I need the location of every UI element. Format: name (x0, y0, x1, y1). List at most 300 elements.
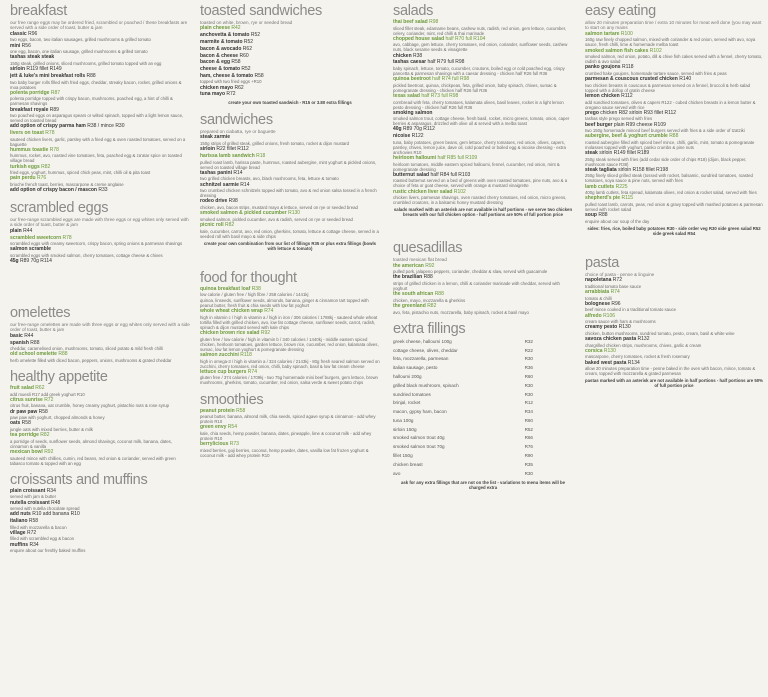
menu-item-description: citrus fruit, banana, oat crumble, honey creamy yoghurt, pistachio nuts & rose syrup (10, 403, 170, 409)
menu-item (393, 37, 573, 53)
menu-item-price: R122 (411, 133, 424, 140)
menu-item-description: chicken, button mushrooms, sundried tomato, pesto, cream, basil & white wine (585, 330, 735, 336)
menu-item (10, 108, 190, 124)
item-list (585, 32, 763, 224)
menu-item-price: R92 (425, 262, 435, 269)
menu-item-price: R89 70g R114 (20, 258, 52, 265)
menu-item-price: R34 (29, 541, 39, 548)
item-list (10, 229, 190, 265)
menu-item (10, 32, 190, 43)
menu-item-description: add muesli R17 add greek yoghurt R10 (10, 391, 85, 397)
menu-item-name: chopped house salad (393, 35, 445, 42)
menu-item-name: 40g (393, 126, 402, 133)
menu-item-price: R115 (621, 195, 634, 202)
menu-item-heading (200, 33, 380, 39)
menu-item-heading (200, 86, 380, 92)
menu-item-price: R38 (413, 52, 423, 59)
menu-item (10, 398, 190, 409)
menu-item-name: marmite & tomato (200, 38, 243, 45)
filling-name: smoked salmon trout 70g (393, 444, 445, 450)
menu-item-name: add option of crispy bacon / mascon (10, 187, 97, 194)
menu-item-name: lettuce cup burgers (200, 368, 247, 375)
menu-item-price: R130 (603, 347, 616, 354)
menu-item-name: green envy (200, 424, 227, 431)
menu-item (200, 86, 380, 92)
menu-item-price: R78 (49, 146, 59, 153)
menu-item (10, 410, 190, 421)
menu-item (10, 543, 190, 554)
menu-item-price: R134 (627, 359, 640, 366)
menu-item (10, 176, 190, 187)
menu-item (393, 304, 573, 315)
section-croissants (10, 473, 190, 554)
menu-item-price: R130 (288, 210, 301, 217)
table-row (393, 382, 573, 391)
menu-item-price: R118 (240, 352, 252, 359)
menu-item-heading (10, 259, 190, 265)
menu-item-name: berrylicious (200, 441, 229, 448)
menu-item (393, 111, 573, 127)
menu-item-description: two grilled chicken breasts, avo, black mushrooms, feta, lettuce & tomato (200, 176, 339, 182)
section-healthy (10, 370, 190, 466)
menu-item (10, 386, 190, 397)
menu-item-price: R58 (236, 407, 246, 414)
section-title: extra fillings (393, 320, 466, 337)
menu-item-price: R119 fillet R149 (26, 66, 62, 73)
menu-item (200, 442, 380, 458)
menu-item (200, 67, 380, 73)
menu-item (10, 512, 190, 518)
menu-item-name: sirloin (10, 66, 26, 73)
menu-item-name: citrus sunrise (10, 396, 43, 403)
menu-item-name: the brazilian (393, 274, 423, 281)
table-row (393, 461, 573, 470)
menu-item (10, 341, 190, 352)
menu-item-price: R14 (233, 169, 243, 176)
menu-item-price: plain R99 cheese R109 (613, 121, 666, 128)
menu-item-heading (393, 127, 573, 133)
section-subtitle: our free range eggs may be ordered fried, scrambled or poached / these breakfasts are served with a side order of toast, butter & jam (10, 20, 188, 31)
menu-item (200, 353, 380, 369)
menu-item-name: pain perdu (10, 175, 36, 182)
menu-item (200, 409, 380, 425)
menu-item-price: R42 (231, 25, 241, 32)
filling-name: tuna 100g (393, 417, 414, 423)
menu-item-price: R54 (227, 424, 237, 431)
menu-item-description: chicken, avo, bacon strips, mustard mayo & lettuce, served on rye or seeded bread (200, 204, 358, 210)
menu-item-name: tashas caesar (393, 59, 427, 66)
section-title: salads (393, 4, 434, 19)
menu-item-name: classic (10, 30, 27, 37)
filling-name: italian sausage, pesto (393, 365, 438, 371)
menu-item (200, 47, 380, 53)
menu-item-description: sauteed mince with chillies, cumin, red beans, red onion & coriander, served with green tabasco tomato & topped with an egg (10, 455, 176, 466)
filling-price: R30 (524, 356, 533, 362)
menu-item-name: village (10, 529, 26, 536)
menu-item-price: R96 (611, 300, 621, 307)
menu-item-description: sliced fillet steak, edamame beans, cashew nuts, radish, red onion, gem lettuce, cucumber, celery, coriander, mint, red chilli & thai marinade (393, 25, 567, 36)
menu-item-price: R89 70g R112 (403, 126, 435, 133)
menu-item-price: R78 (62, 234, 72, 241)
filling-price: R66 (524, 435, 533, 441)
menu-item (200, 60, 380, 66)
menu-item (393, 173, 573, 189)
menu-item-price: R88 (423, 274, 433, 281)
section-breakfast (10, 4, 190, 194)
menu-item-description: kale, cucumber, carrot, avo, red onion, gherkins, tomato, lettuce & cottage cheese, served in a seeded roll with basil mayo & side chips (200, 228, 379, 239)
menu-item (10, 165, 190, 176)
menu-item-description: herb omelette filled with diced bacon, peppers, onions, mushrooms & grated cheddar (10, 357, 172, 363)
filling-price: R60 (524, 373, 533, 379)
menu-item (585, 361, 763, 377)
menu-item-description: served with jam & butter (10, 494, 57, 500)
menu-item-name: rodeo drive (200, 198, 228, 205)
menu-item-price: R88 (598, 212, 608, 219)
menu-item (10, 531, 190, 542)
menu-item-name: livers on toast (10, 130, 44, 137)
menu-item-name: steak zarmie (200, 134, 231, 141)
menu-item (10, 74, 190, 90)
menu-item (200, 199, 380, 210)
menu-item-name: schnitzel sarmie (200, 181, 239, 188)
menu-item-description: 160g raw finely chopped salmon, mixed with coriander & red onion, served with avo, soya sauce, fresh chilli, lime & homemade melba toast (585, 37, 756, 48)
menu-item-description: low calorie / gluten free / high fibre / 258 calories / 1441kj (200, 292, 309, 298)
menu-item (10, 44, 190, 55)
section-foodthought (200, 271, 380, 386)
menu-item-name: spanish (10, 339, 29, 346)
filling-price: R22 (524, 347, 533, 353)
menu-item (200, 331, 380, 352)
menu-item-name: prego (585, 109, 599, 116)
section-note: ask for any extra fillings that are not on the list - variations to menu items will be charged extra (400, 480, 566, 491)
menu-item-price: R98 (228, 198, 238, 205)
section-note: create your own combination from our list of fillings R35 or plus extra fillings (bowls with lettuce & tomato) (203, 240, 377, 251)
menu-item-description: a porridge of seeds, sunflower seeds, almond shavings, coconut milk, banana, dates, cinnamon & vanilla (10, 438, 172, 449)
menu-item-heading (200, 47, 380, 53)
table-row (393, 470, 573, 479)
menu-item-heading (10, 124, 190, 130)
menu-item-price: half R84 full R103 (430, 171, 471, 178)
menu-item-name: arrabbiata (585, 288, 610, 295)
table-row (393, 434, 573, 443)
menu-item-description: one egg, bacon, one italian sausage, grilled mushrooms & grilled tomato (10, 49, 148, 55)
menu-item (585, 278, 763, 289)
table-row (393, 443, 573, 452)
menu-item (200, 54, 380, 60)
menu-item-price: R34 (46, 487, 56, 494)
menu-item-name: panko goujons (585, 64, 621, 71)
menu-item-name: parmesan & couscous crusted chicken (585, 76, 678, 83)
menu-item (200, 33, 380, 39)
menu-item-description: smoked salmon, red onion, potato, dill & chive fish cakes served with a fennel, cherry tomato, radish & avo salad (585, 54, 763, 65)
menu-item (10, 489, 190, 500)
menu-item (10, 334, 190, 340)
menu-item-name: chicken mayo (200, 84, 234, 91)
menu-item-price: R10 add banana R10 (32, 511, 80, 518)
item-list (200, 409, 380, 458)
menu-item-description: topped with two fried eggs +R10 (200, 79, 262, 85)
menu-item-heading (10, 188, 190, 194)
menu-item-name: breakfast royale (10, 106, 49, 113)
menu-item-description: smoked salmon, pickled cucumber, avo & radish, served on rye or seeded bread (200, 216, 353, 222)
menu-item-name: oats (10, 420, 21, 427)
menu-item-price: chicken R82 sirloin R93 fillet R112 (600, 109, 677, 116)
column-2 (200, 4, 380, 694)
menu-item-name: butternut salad (393, 171, 430, 178)
menu-item-description: baby spinach, lettuce, tomato, cucumber, croutons, boiled egg or cold poached egg, crispy pancetta & parmesan shavings with a caesar dressing - chicken half R26 full R36 (393, 65, 565, 76)
menu-item-name: chicken brown rice salad (200, 330, 260, 337)
menu-item-price: half R70 full R104 (445, 35, 486, 42)
section-title: scrambled eggs (10, 199, 109, 216)
menu-item-description: 150g strips of grilled steak, grilled onions, fresh tomato, rocket & dijon mustard (200, 141, 350, 147)
section-omelettes (10, 306, 190, 363)
menu-item (585, 111, 763, 122)
menu-item-name: lemon chicken (585, 92, 620, 99)
menu-item (10, 421, 190, 432)
menu-item (10, 501, 190, 512)
menu-item (200, 26, 380, 32)
menu-item-heading (10, 334, 190, 340)
menu-item-price: R112 (621, 92, 633, 99)
menu-item-price: R62 (234, 84, 244, 91)
menu-item-name: soup (585, 212, 597, 219)
menu-item-price: R48 (51, 499, 61, 506)
menu-item-price: R82 (427, 302, 437, 309)
menu-item-price: R106 (603, 312, 616, 319)
menu-item (393, 275, 573, 291)
table-row (393, 373, 573, 382)
menu-item-name: creamy pesto (585, 324, 618, 331)
menu-item-description: add sundried tomatoes, olives & capers R122 - cubed chicken breasts in a lemon butter & oregano sauce served with rice (585, 99, 756, 110)
menu-item-price: R44 (23, 227, 33, 234)
menu-item (10, 124, 190, 130)
menu-item-name: harissa lamb sandwich (200, 153, 255, 159)
menu-item (393, 127, 573, 133)
menu-item-name: nicoise (393, 133, 411, 140)
section-title: omelettes (10, 304, 71, 321)
menu-item-name: smoking salmon (393, 109, 433, 116)
section-title: breakfast (10, 4, 67, 19)
menu-item-heading (200, 92, 380, 98)
menu-item-description: two baby burger rolls filled with fried eggs, cheddar, streaky bacon, rocket, grilled onions & moa potatoes (10, 79, 182, 90)
filling-name: sundried tomatoes (393, 391, 431, 397)
menu-item-price: R72 (26, 529, 37, 536)
extras-table (393, 338, 573, 479)
menu-item (10, 131, 190, 147)
menu-item-description: kale, chia seeds, hemp powder, banana, dates, pineapple, lime & coconut milk - add whey protein R10 (200, 430, 372, 441)
menu-item-description: allow 20 minutes preparation time - penne baked in the oven with bacon, mince, tomato & cream, topped with mozzarella & grated parmesan (585, 366, 756, 377)
filling-name: feta, mozzarella, parmesan (393, 356, 449, 362)
menu-item-price: R102 (649, 47, 662, 54)
menu-item (200, 287, 380, 298)
table-row (393, 399, 573, 408)
menu-item-description: pulled pork, jalapeno peppers, coriander, cheddar & slaw, served with guacamole (393, 269, 548, 275)
menu-item-price: R58 (28, 518, 39, 525)
menu-item-description: 250g steak served with fries (add cedar side order of chips R18) (dijon, black pepper, mushroom sauce R38) (585, 156, 747, 167)
menu-item (585, 168, 763, 184)
menu-item-description: gluten free / 374 calories / 1709kj - two 75g homemade mini beef burgers, gem lettuce, brown mushrooms, gherkins, tomato, cucumber, red onion, salsa verde & sweet potato chips (200, 375, 378, 386)
menu-item (10, 91, 190, 107)
menu-item-name: the south african (393, 291, 434, 298)
menu-item-description: roasted butternut served on a bed of greens with oven roasted tomatoes, pine nuts, avo & a choice of feta or goat cheese, served with orange & mustard vinaigrette (393, 178, 568, 189)
menu-item (10, 188, 190, 194)
menu-item-price: R58 (254, 72, 264, 79)
menu-item-name: baked west pasta (585, 359, 627, 366)
item-list (393, 20, 573, 205)
menu-item (585, 302, 763, 313)
filling-price: R76 (524, 444, 533, 450)
column-4 (585, 4, 763, 694)
menu-item-name: salmon tartare (585, 30, 620, 37)
menu-item-name: add option of crispy parma ham (10, 123, 86, 130)
menu-item (200, 154, 380, 170)
menu-item (393, 77, 573, 93)
menu-item-description: pulled roast lamb, harissa paste, hummus, roasted aubergine, mint yoghurt & pickled onions, served on toasted village bread (200, 159, 377, 170)
menu-item-name: rustic chicken liver salad (393, 188, 453, 195)
filling-price: R32 (524, 338, 533, 344)
filling-name: grilled black mushroom, spinach (393, 382, 459, 388)
table-row (393, 338, 573, 347)
filling-price: R12 (524, 400, 533, 406)
menu-item-description: filled with mozzarella & bacon (10, 524, 67, 530)
menu-item-price: R96 (28, 30, 38, 37)
menu-item (393, 190, 573, 206)
menu-item-description: chicken livers, parmesan shavings, oven roasted cherry tomatoes, red onion, micro greens, crumbled croutons, in a balsamic honey mustard dressing (393, 195, 567, 206)
menu-item-price: R88 (669, 133, 679, 140)
section-note: salads marked with an asterisk are not available in half portions - we serve two chicken breasts with our full chicken option - half portions are 50% of full portion price (393, 207, 573, 218)
menu-item (393, 264, 573, 275)
menu-item-price: R44 (24, 332, 34, 339)
menu-item-name: shepherd's pie (585, 195, 621, 202)
menu-item-price: R100 (620, 30, 633, 37)
menu-item-heading (200, 67, 380, 73)
menu-item-name: basic (10, 332, 23, 339)
menu-item-description: served with nutella chocolate spread (10, 506, 80, 512)
menu-item-description: polenta porridge topped with crispy bacon, mushrooms, poached egg, a hint of chilli & parmesan shavings (10, 96, 173, 107)
table-row (393, 355, 573, 364)
menu-item-name: old school omelette (10, 351, 57, 358)
filling-price: R52 (524, 426, 533, 432)
menu-item-price: R62 (35, 385, 45, 392)
menu-item (10, 229, 190, 235)
menu-item-name: ham, cheese & tomato (200, 72, 254, 79)
section-title: quesadillas (393, 240, 463, 257)
menu-item-name: thai beef salad (393, 19, 428, 25)
item-list (393, 264, 573, 315)
menu-item-price: R92 (44, 448, 54, 455)
menu-item-price: R52 (243, 38, 254, 45)
menu-item (393, 134, 573, 155)
menu-item-name: tashas panini (200, 169, 232, 176)
menu-item-price: R89 (49, 106, 59, 113)
menu-item-name: scrambled sweetcorn (10, 234, 62, 241)
menu-item (200, 135, 380, 146)
menu-item-description: 150g steak, grilled onions, sliced mushrooms, grilled tomato topped with an egg (10, 60, 162, 66)
menu-item-name: the greenland (393, 302, 426, 309)
menu-item-price: R72 (226, 91, 236, 98)
item-list (10, 334, 190, 363)
menu-item-name: heirloom halloumi (393, 155, 437, 162)
menu-item-price: R78 (45, 130, 55, 137)
filling-name: avo (393, 470, 401, 476)
menu-item-name: aubergine, beef & yoghurt crumble (585, 133, 668, 140)
menu-item (200, 223, 380, 239)
menu-item-description: high in omega-3 / high in vitamin a / 324 calories / 2143kj - 80g fresh seared salmon served on zucchini, cherry tomatoes, red onion, chilli, baby spinach, basil & low fat cream cheese (200, 358, 380, 369)
menu-item-price: R140 (679, 76, 692, 83)
filling-name: fillet 150g (393, 453, 413, 459)
menu-item-description: chargrilled chicken strips, mushrooms, chives, garlic & cream (585, 342, 702, 348)
menu-item-price: R18 (256, 153, 266, 159)
menu-item-description: tashas style prego served with fries (585, 116, 653, 122)
menu-item-name: tuna mayo (200, 91, 226, 98)
menu-item-description: quinoa, linseeds, sunflower seeds, almonds, banana, ginger & cinnamon tart topped with peanut butter, fresh fruit & chia seeds with low fat yoghurt (200, 298, 369, 309)
menu-item-price: R82 (40, 432, 50, 439)
table-row (393, 408, 573, 417)
menu-item-name: plain cheese (200, 25, 231, 32)
menu-item (10, 236, 190, 247)
menu-item-description: cornbread with feta, cherry tomatoes, kalamata olives, basil leaves, rocket in a light lemon pesto dressing - chicken half R26 full R36 (393, 99, 564, 110)
menu-item-description: mascarpone, cherry tomatoes, rocket & fresh rosemary (585, 354, 690, 360)
menu-item-description: 250g finely sliced grilled steak (tossed with rocket, balsamic, sundried tomatoes, roasted tomatoes, soya sauce & pine nuts, served with fries (585, 173, 753, 184)
menu-item-price: R82 (225, 221, 235, 228)
section-title: sandwiches (200, 112, 273, 129)
menu-item-name: plain croissant (10, 487, 46, 494)
menu-item-description: filled with scrambled egg & bacon (10, 536, 75, 542)
menu-item (585, 134, 763, 150)
menu-item-name: lamb cutlets (585, 183, 615, 190)
menu-item-price: R72 (44, 396, 54, 403)
filling-name: greek cheese, halloumi 100g (393, 338, 452, 344)
section-subtitle: prepared on ciabatta, rye or baguette (200, 129, 276, 135)
section-pasta (585, 256, 763, 388)
menu-item (200, 74, 380, 85)
menu-item-heading (200, 40, 380, 46)
menu-item (585, 337, 763, 348)
menu-item-name: texas salad (393, 92, 420, 99)
menu-item (10, 55, 190, 66)
menu-item-price: R52 (241, 66, 251, 73)
menu-item (10, 352, 190, 363)
section-title: smoothies (200, 391, 264, 408)
menu-item-name: salmon scramble (10, 246, 51, 253)
menu-item-name: bacon & avocado (200, 45, 242, 52)
menu-item-name: bolognese (585, 300, 611, 307)
menu-item-price: R58 (38, 408, 48, 415)
menu-item-name: bacon & egg (200, 59, 231, 66)
menu-item-name: fruit salad (10, 385, 34, 392)
section-toasted (200, 4, 380, 105)
menu-item-name: cheese & tomato (200, 66, 241, 73)
menu-item-name: anchovetta & tomato (200, 32, 250, 39)
menu-item (585, 196, 763, 212)
menu-item-price: R118 (621, 64, 634, 71)
menu-item-price: sirloin R158 fillet R198 (618, 166, 669, 173)
menu-item-name: alfredo (585, 312, 602, 319)
menu-item-description: chicken, mayo, mozzarella & gherkins (393, 297, 466, 303)
menu-item-price: R88 (434, 291, 444, 298)
section-subtitle: toasted on white, brown, rye or seeded bread (200, 20, 293, 25)
menu-item-description: two eggs, bacon, two italian sausages, grilled mushrooms & grilled tomato (10, 37, 151, 43)
menu-item (585, 65, 763, 76)
menu-item-price: R60 (239, 52, 249, 59)
section-quesadillas (393, 241, 573, 314)
section-title: easy eating (585, 4, 656, 19)
menu-item-description: high in vitamin c / high in vitamin a / high in iron / 306 calories / 1788kj - sauteed whole wheat tortilla filled with grilled chicken, avo, low fat cottage cheese, sunflower seeds, carrot, radish, spinach & dijon mustard served with kale chips (200, 315, 378, 331)
menu-item-price: R98 (429, 19, 439, 25)
menu-item (585, 49, 763, 65)
section-title: food for thought (200, 269, 297, 286)
menu-item-price: R225 (615, 183, 628, 190)
